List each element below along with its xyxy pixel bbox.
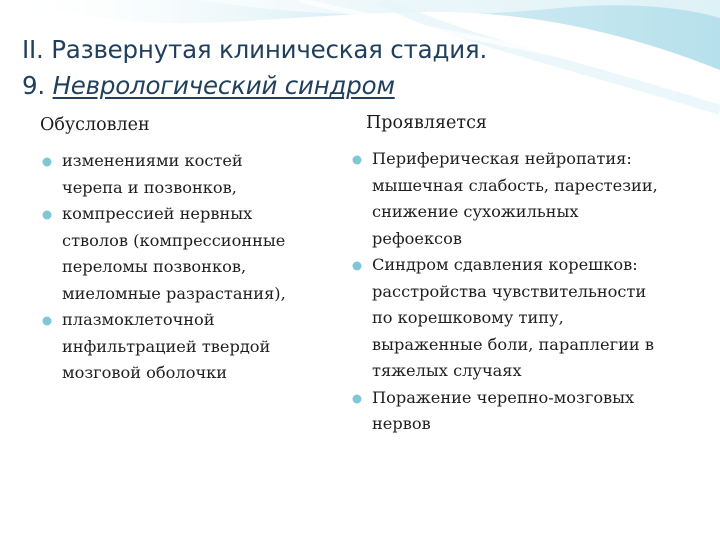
item-text-line: миеломные разрастания), (62, 283, 286, 303)
bullet-icon (352, 155, 362, 165)
right-column-heading: Проявляется (366, 113, 487, 133)
item-text-line: изменениями костей (62, 151, 243, 170)
list-item (350, 385, 715, 438)
title-line-2 (22, 68, 702, 104)
list-item (40, 307, 340, 387)
item-text-line: рефоексов (372, 228, 462, 248)
item-text-line: нервов (372, 414, 431, 433)
item-text-line: переломы позвонков, (62, 257, 247, 276)
left-column-list (40, 148, 340, 387)
left-column-heading: Обусловлен (40, 115, 150, 135)
bullet-icon (42, 210, 52, 220)
item-text-line: мозговой оболочки (62, 363, 228, 382)
item-text-line: плазмоклеточной (62, 310, 215, 329)
title-line-1: II. Развернутая клиническая стадия. (22, 35, 488, 64)
bullet-icon (42, 316, 52, 326)
title-subject: Неврологический синдром (52, 71, 395, 100)
item-text-line: черепа и позвонков, (62, 177, 237, 197)
list-item (350, 252, 715, 385)
list-item (40, 148, 340, 201)
item-text-line: Поражение черепно-мозговых (372, 387, 635, 407)
list-item (40, 201, 340, 307)
item-text-line: тяжелых случаях (372, 361, 522, 380)
item-text-line: снижение сухожильных (372, 202, 579, 221)
slide-title (22, 32, 702, 104)
item-text-line: по корешковому типу, (372, 308, 564, 327)
item-text-line: Периферическая нейропатия: (372, 149, 632, 168)
item-text-line: расстройства чувствительности (372, 281, 647, 301)
right-column-list (350, 146, 715, 438)
title-number: 9. (22, 71, 53, 100)
item-text-line: Синдром сдавления корешков: (372, 255, 638, 274)
bullet-icon (352, 394, 362, 404)
item-text-line: стволов (компрессионные (62, 230, 286, 250)
bullet-icon (352, 261, 362, 271)
item-text-line: компрессией нервных (62, 204, 253, 223)
list-item (350, 146, 715, 252)
item-text-line: выраженные боли, параплегии в (372, 334, 654, 354)
bullet-icon (42, 157, 52, 167)
item-text-line: инфильтрацией твердой (62, 336, 271, 356)
item-text-line: мышечная слабость, парестезии, (372, 175, 658, 195)
